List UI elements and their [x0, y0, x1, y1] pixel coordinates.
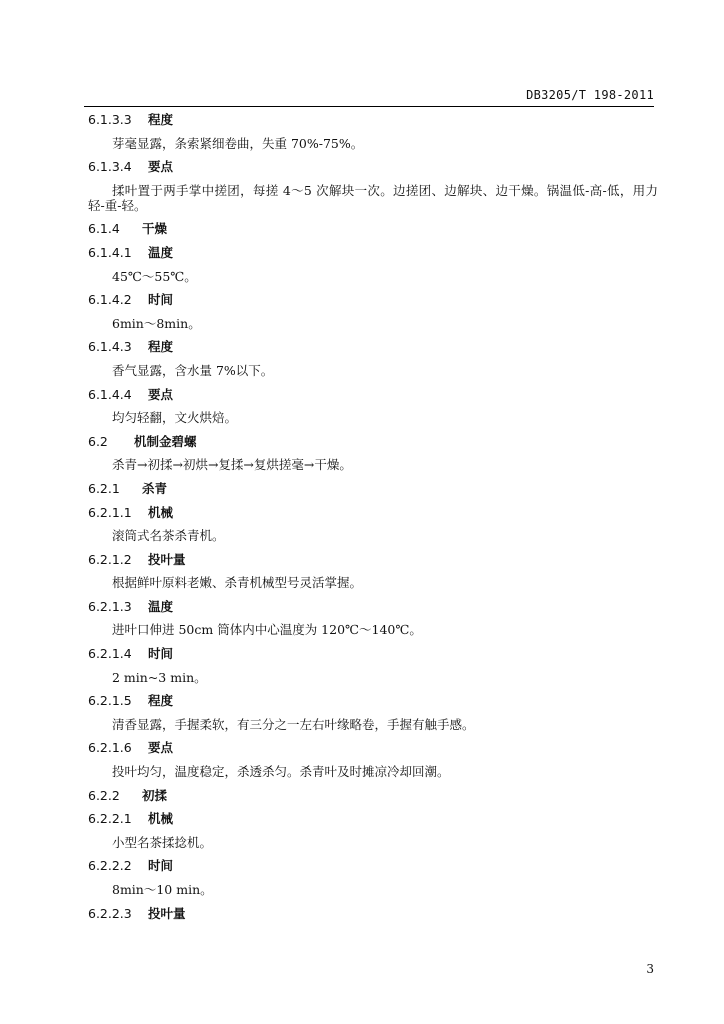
page-number: 3 — [646, 962, 654, 976]
section-heading — [88, 481, 658, 496]
section-number: 6.2.2.3 — [88, 905, 132, 921]
section-number: 6.2.2 — [88, 787, 120, 803]
section-number: 6.2.1.4 — [88, 646, 132, 662]
section-number: 6.2.1.6 — [88, 740, 132, 756]
section-title: 程度 — [148, 693, 174, 709]
section-number: 6.1.4.4 — [88, 386, 132, 402]
doc-code-header: DB3205/T 198-2011 — [526, 88, 654, 102]
section-number: 6.2.2.1 — [88, 811, 132, 827]
section-heading — [88, 505, 658, 520]
section-heading — [88, 434, 658, 449]
section-heading — [88, 693, 658, 708]
header-rule — [84, 106, 654, 107]
section-number: 6.1.4.1 — [88, 244, 132, 260]
section-number: 6.1.4.2 — [88, 292, 132, 308]
section-title: 时间 — [148, 858, 174, 874]
section-heading — [88, 646, 658, 661]
section-title: 杀青 — [142, 480, 168, 496]
section-title: 程度 — [148, 112, 174, 127]
section-heading — [88, 599, 658, 614]
section-number: 6.2.1.1 — [88, 504, 132, 520]
section-heading — [88, 811, 658, 826]
section-title: 机械 — [148, 811, 174, 827]
section-number: 6.2.1 — [88, 480, 120, 496]
section-heading — [88, 858, 658, 873]
section-number: 6.2.1.2 — [88, 551, 132, 567]
section-heading — [88, 788, 658, 803]
section-title: 温度 — [148, 598, 174, 614]
section-heading — [88, 159, 658, 174]
section-number: 6.2.1.3 — [88, 598, 132, 614]
section-heading — [88, 552, 658, 567]
section-heading — [88, 292, 658, 307]
section-number: 6.2.2.2 — [88, 858, 132, 874]
section-title: 时间 — [148, 292, 174, 308]
section-title: 投叶量 — [148, 551, 186, 567]
section-title: 要点 — [148, 159, 174, 175]
section-title: 要点 — [148, 740, 174, 756]
body-paragraph: 8min～10 min。 — [112, 882, 213, 897]
section-number: 6.1.4 — [88, 221, 120, 237]
body-paragraph: 香气显露，含水量 7%以下。 — [112, 362, 274, 378]
section-heading — [88, 245, 658, 260]
body-paragraph: 芽毫显露，条索紧细卷曲，失重 70%-75%。 — [112, 135, 364, 151]
body-paragraph: 45℃～55℃。 — [112, 268, 197, 284]
section-title: 要点 — [148, 386, 174, 402]
section-title: 温度 — [148, 244, 174, 260]
document-body — [88, 112, 658, 929]
body-paragraph: 6min～8min。 — [112, 315, 201, 331]
body-paragraph: 均匀轻翻，文火烘焙。 — [112, 410, 238, 426]
section-title: 程度 — [148, 339, 174, 355]
body-paragraph: 小型名茶揉捻机。 — [112, 834, 213, 850]
section-title: 机械 — [148, 504, 174, 520]
section-heading — [88, 740, 658, 755]
section-number: 6.2.1.5 — [88, 693, 132, 709]
section-heading — [88, 906, 658, 921]
section-number: 6.1.4.3 — [88, 339, 132, 355]
body-paragraph: 清香显露，手握柔软，有三分之一左右叶缘略卷，手握有触手感。 — [112, 716, 475, 732]
section-title: 初揉 — [142, 787, 168, 803]
section-heading — [88, 221, 658, 236]
section-title: 投叶量 — [148, 905, 186, 921]
body-paragraph: 2 min~3 min。 — [112, 669, 207, 685]
section-heading — [88, 339, 658, 354]
section-number: 6.1.3.4 — [88, 159, 132, 175]
section-title: 机制金碧螺 — [134, 433, 197, 449]
body-paragraph: 进叶口伸进 50cm 筒体内中心温度为 120℃～140℃。 — [112, 622, 422, 638]
section-heading — [88, 112, 658, 127]
body-paragraph: 杀青→初揉→初烘→复揉→复烘搓毫→干燥。 — [112, 457, 352, 473]
section-heading — [88, 387, 658, 402]
body-paragraph: 揉叶置于两手掌中搓团，每搓 4～5 次解块一次。边搓团、边解块、边干燥。锅温低-高-低，用力轻-重-轻。 — [88, 182, 658, 213]
body-paragraph: 根据鲜叶原料老嫩、杀青机械型号灵活掌握。 — [112, 575, 363, 591]
section-title: 时间 — [148, 646, 174, 662]
section-number: 6.1.3.3 — [88, 112, 132, 127]
body-paragraph: 滚筒式名茶杀青机。 — [112, 528, 225, 544]
section-number: 6.2 — [88, 433, 108, 449]
section-title: 干燥 — [142, 221, 168, 237]
body-paragraph: 投叶均匀，温度稳定，杀透杀匀。杀青叶及时摊凉冷却回潮。 — [112, 764, 450, 780]
